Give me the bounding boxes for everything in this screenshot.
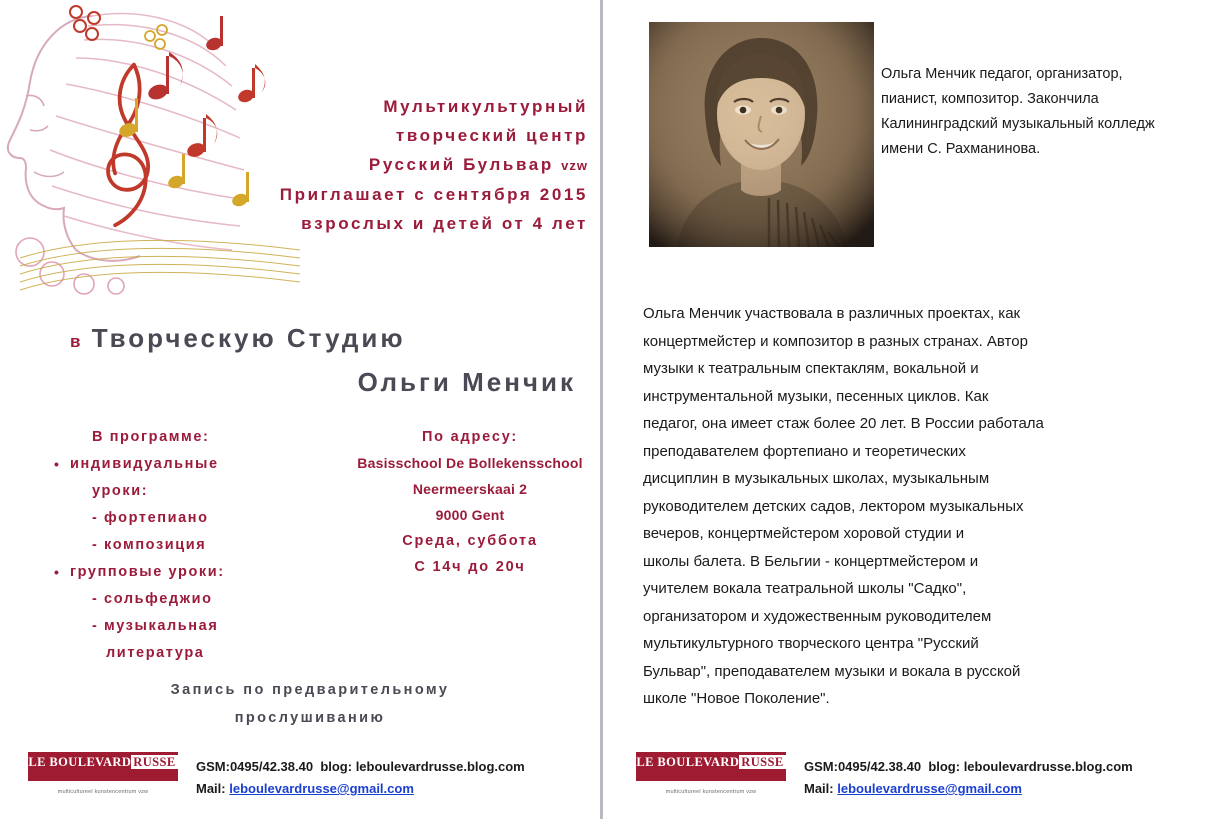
bio-line-13: Бульвар", преподавателем музыки и вокала в русской <box>643 662 1021 680</box>
registration-note <box>40 676 580 732</box>
footer-blog-right: blog: leboulevardrusse.blog.com <box>928 759 1133 774</box>
logo-left <box>28 752 178 796</box>
right-panel <box>603 0 1205 819</box>
studio-line-1-text: Творческую Студию <box>91 323 406 353</box>
registration-note-line-1: Запись по предварительному <box>170 682 450 698</box>
info-columns <box>40 424 600 674</box>
footer-mail-label-right: Mail: <box>804 781 834 796</box>
headline <box>228 92 588 238</box>
program-item-2: - фортепиано <box>92 510 209 526</box>
address-column <box>340 424 600 580</box>
bio-line-4: педагог, она имеет стаж более 20 лет. В России работала <box>643 415 1044 432</box>
footer-right-line-2 <box>804 778 1133 800</box>
footer-left-line-2 <box>196 778 525 800</box>
program-header: В программе: <box>92 429 210 445</box>
bio-line-8: вечеров, концертмейстером хоровой студии и <box>643 525 965 542</box>
bio-line-7: руководителем детских садов, лектором музыкальных <box>643 497 1024 515</box>
footer-left-contacts <box>196 756 525 800</box>
address-city: 9000 Gent <box>435 507 505 523</box>
vzw-label: vzw <box>561 158 588 173</box>
program-item-0: • индивидуальные <box>50 451 320 478</box>
footer-right <box>636 752 1133 800</box>
address-street: Neermeerskaai 2 <box>412 481 528 497</box>
bio-line-14: школе "Новое Поколение". <box>643 690 830 707</box>
headline-line-3 <box>228 150 588 180</box>
bio-line-2: музыки к театральным спектаклям, вокальной и <box>643 360 979 377</box>
headline-line-1: Мультикультурный <box>383 97 588 116</box>
program-item-4: • групповые уроки: <box>50 559 320 586</box>
bio-line-9: школы балета. В Бельгии - концертмейстером и <box>643 552 979 570</box>
bio-line-11: организатором и художественным руководителем <box>643 607 992 625</box>
address-header: По адресу: <box>421 429 519 445</box>
program-column <box>50 424 320 667</box>
logo-word-2-right: RUSSE <box>741 755 784 769</box>
program-item-6: - музыкальная <box>92 618 219 634</box>
footer-mail-label: Mail: <box>196 781 226 796</box>
logo-tagline: multicultureel kunstencentrum vzw <box>57 789 149 795</box>
studio-line-2: Ольги Менчик <box>357 367 576 397</box>
footer-mail-link-right[interactable]: leboulevardrusse@gmail.com <box>837 781 1022 796</box>
headline-line-4: Приглашает с сентября 2015 <box>279 185 588 204</box>
footer-right-contacts <box>804 756 1133 800</box>
left-panel <box>0 0 600 819</box>
logo-wordmark <box>28 755 178 770</box>
address-school: Basisschool De Bollekensschool <box>357 455 583 471</box>
logo-right <box>636 752 786 796</box>
footer-left-line-1 <box>196 756 525 778</box>
bio-line-5: преподавателем фортепиано и теоретических <box>643 442 966 460</box>
footer-mail-link[interactable]: leboulevardrusse@gmail.com <box>229 781 414 796</box>
bio-line-6: дисциплин в музыкальных школах, музыкальным <box>643 470 990 487</box>
address-days: Среда, суббота <box>402 533 538 549</box>
bio-line-0: Ольга Менчик участвовала в различных проектах, как <box>643 305 1021 322</box>
bio-line-3: инструментальной музыки, песенных циклов. Как <box>643 387 989 405</box>
footer-gsm-right: GSM:0495/42.38.40 <box>804 759 922 774</box>
studio-prefix: в <box>70 332 82 351</box>
headline-line-5: взрослых и детей от 4 лет <box>301 214 588 233</box>
logo-word-1: LE BOULEVARD <box>28 755 132 769</box>
bio-body <box>643 300 1173 713</box>
bio-intro: Ольга Менчик педагог, организатор, пианист, композитор. Закончила Калининградский музыкальный колледж имени С. Рахманинова. <box>881 66 1155 157</box>
logo-tagline-right: multicultureel kunstencentrum vzw <box>665 789 757 795</box>
address-hours: С 14ч до 20ч <box>414 559 526 575</box>
footer-gsm: GSM:0495/42.38.40 <box>196 759 314 774</box>
logo-word-2: RUSSE <box>133 755 176 769</box>
studio-title <box>40 318 588 402</box>
footer-right-line-1 <box>804 756 1133 778</box>
logo-word-1-right: LE BOULEVARD <box>636 755 740 769</box>
program-item-3: - композиция <box>92 537 207 553</box>
bio-line-10: учителем вокала театральной школы "Садко", <box>643 580 967 597</box>
studio-line-1 <box>40 318 588 362</box>
portrait-photo <box>649 22 874 247</box>
bio-line-1: концертмейстер и композитор в разных странах. Автор <box>643 332 1028 350</box>
program-item-1: уроки: <box>92 483 149 499</box>
registration-note-line-2: прослушиванию <box>234 710 386 726</box>
logo-wordmark-right <box>636 755 786 770</box>
program-item-5: - сольфеджио <box>92 591 213 607</box>
headline-line-3-text: Русский Бульвар <box>368 155 554 174</box>
headline-line-2: творческий центр <box>395 126 588 145</box>
footer-blog: blog: leboulevardrusse.blog.com <box>320 759 525 774</box>
bio-line-12: мультикультурного творческого центра "Русский <box>643 635 979 652</box>
footer-left <box>28 752 525 800</box>
program-item-7: литература <box>106 645 205 661</box>
